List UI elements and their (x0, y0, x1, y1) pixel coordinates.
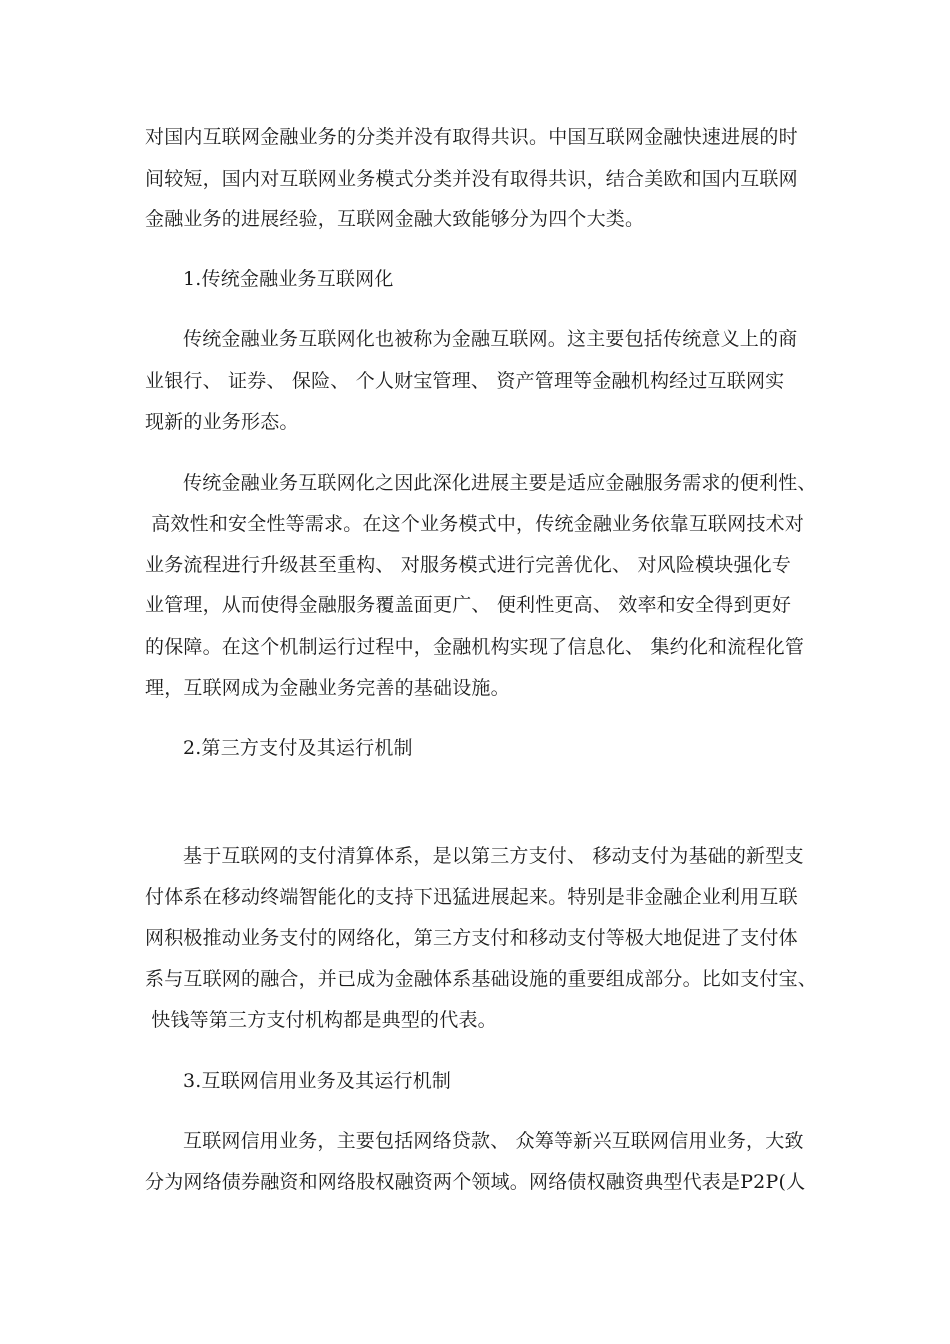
body-line: 高效性和安全性等需求。在这个业务模式中，传统金融业务依靠互联网技术对 (145, 513, 805, 535)
body-line: 互联网信用业务，主要包括网络贷款、 众筹等新兴互联网信用业务，大致 (183, 1130, 804, 1152)
body-line: 网积极推动业务支付的网络化，第三方支付和移动支付等极大地促进了支付体 (145, 927, 798, 949)
body-line: 业银行、 证券、 保险、 个人财宝管理、 资产管理等金融机构经过互联网实 (145, 370, 785, 392)
section-heading: 2.第三方支付及其运行机制 (183, 737, 413, 759)
body-line: 的保障。在这个机制运行过程中，金融机构实现了信息化、 集约化和流程化管 (145, 636, 805, 658)
body-line: 分为网络债券融资和网络股权融资两个领域。网络债权融资典型代表是P2P(人 (145, 1171, 806, 1193)
body-line: 快钱等第三方支付机构都是典型的代表。 (145, 1009, 497, 1031)
body-line: 金融业务的进展经验，互联网金融大致能够分为四个大类。 (145, 208, 645, 230)
body-line: 业管理，从而使得金融服务覆盖面更广、 便利性更高、 效率和安全得到更好 (145, 594, 792, 616)
body-line: 付体系在移动终端智能化的支持下迅猛进展起来。特别是非金融企业利用互联 (145, 886, 798, 908)
body-line: 传统金融业务互联网化也被称为金融互联网。这主要包括传统意义上的商 (183, 328, 798, 350)
body-line: 现新的业务形态。 (145, 411, 299, 433)
body-line: 基于互联网的支付清算体系，是以第三方支付、 移动支付为基础的新型支 (183, 845, 804, 867)
body-line: 业务流程进行升级甚至重构、 对服务模式进行完善优化、 对风险模块强化专 (145, 554, 792, 576)
section-heading: 1.传统金融业务互联网化 (183, 268, 394, 290)
body-line: 传统金融业务互联网化之因此深化进展主要是适应金融服务需求的便利性、 (183, 472, 817, 494)
body-line: 理，互联网成为金融业务完善的基础设施。 (145, 677, 510, 699)
body-line: 对国内互联网金融业务的分类并没有取得共识。中国互联网金融快速进展的时 (145, 126, 798, 148)
body-line: 间较短，国内对互联网业务模式分类并没有取得共识，结合美欧和国内互联网 (145, 168, 798, 190)
section-heading: 3.互联网信用业务及其运行机制 (183, 1070, 452, 1092)
body-line: 系与互联网的融合，并已成为金融体系基础设施的重要组成部分。比如支付宝、 (145, 968, 818, 990)
